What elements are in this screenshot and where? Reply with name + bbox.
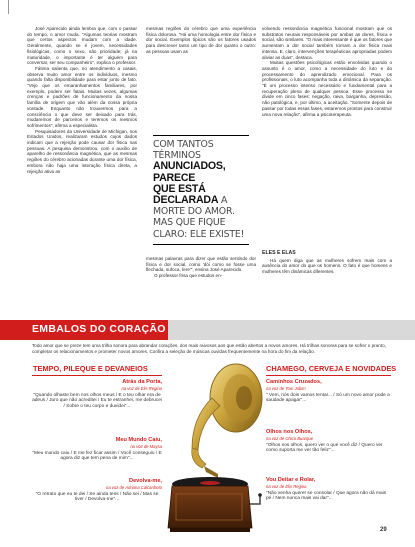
pull-quote [153,135,258,245]
paragraph: O professor frisa que estudos en- [154,273,223,279]
paragraph: Pesquisadores da Universidade de Michigan, nos Estados Unidos, realizaram estudos cujos dados indicam que a rejeição pode causar dor física nas pessoas. A pesquisa demonstrou, com o auxílio de aparelho de ressonância magnética, que as mesmas regiões do cérebro acionadas durante uma dor física, embora não haja uma interação física direta, a rejeição ativa as [27,128,137,174]
paragraph: Muitas questões psicológicas estão envolvidas quando o assunto é o amor, como a necessidade do luto e do processamento do aprendizado emocional. Para os profissionais, o luto acompanha toda a dinâmica da separação. "É um processo intenso necessário e fundamental para a recuperação plena de qualquer pessoa. Esse processo se divide em cinco fases: negação, raiva, barganha, depressão, não patológica, e, por último, a aceitação. "Somente depois de passar por todas essas fases, estaremos prontos para construir uma nova relação", afirma a psicoterapeuta. [262,60,392,117]
paragraph: Fátima salienta que, no atendimento a casais, observa muito amor entre os indivíduos, mesmo quando falta disponibilidade para estar junto de fato. "Vejo que os emaranhamentos familiares, por exemplo, podem ser fatais. Muitas vezes, algumas crenças e padrões de funcionamento da nossa família de origem que vão além da nossa própria vontade. Enquanto não trouxermos para a consciência o que deve ser deixado para trás, mudaremos de parceiros e teremos os mesmos sofrimentos", afirma a especialista. [27,65,137,128]
article-column-1 [27,26,137,174]
pull-quote-line: QUE ESTÁ [153,182,206,195]
article-column-2-continued [146,256,256,279]
song-lyric: " Vem, nós dois vamos tentar... / Só um novo amor pode a saudade apagar"... [266,392,390,404]
section-subhead: ELES E ELAS [262,250,296,256]
song-title: Atrás da Porta, [122,379,162,385]
right-section-title: CHAMEGO, CERVEJA E NOVIDADES [266,364,397,373]
article-column-3-continued [262,248,392,275]
article-column-2 [146,26,256,55]
song-credit: na voz de Elis Regina [266,483,307,489]
song-credit: na voz de Adriana Calcanhoto [106,484,162,490]
pull-quote-line: MORTE DO AMOR. [153,206,235,218]
paragraph: mesmas regiões do cérebro que uma experiência física dolorosa. "Há uma homologia entre dor física e dor social. Exemplos típicos são os fatores usados para descrever tanto um tipo de dor quanto o outro: as pessoas usam as [146,26,256,54]
pull-quote-word: A [221,195,228,207]
song-lyric: "O retrato que eu te dei / Se ainda tens / Não sei / Mas se tiver / Devolva-me"... [35,491,159,503]
song-entry [32,438,162,462]
song-credit: na voz de Tom Jobim [266,385,306,391]
pull-quote-line: PARECE [153,171,196,184]
pull-quote-line [153,195,258,206]
song-title: Olhos nos Olhos, [266,429,313,435]
paragraph: Há quem diga que as mulheres sofrem mais com a ausência do amor do que os homens. O fato é que homens e mulheres têm dinâmicas diferentes. [262,257,392,275]
pull-quote-line: COM TANTOS [153,139,214,150]
paragraph: volvendo ressonância magnética funcional mostram que os substratos neurais responsáveis por ambas as dores, física e social, são similares. "O mais interessante é que os fatores que aumentam a dor social também tornam a dor física mais intensa. E, claro, intervenções terapêuticas apropriadas podem aliviar as duas", destaca. [262,26,392,60]
pull-quote-top-rule [153,135,249,136]
song-title: Vou Deitar e Rolar, [266,477,316,483]
song-title: Devolva-me, [129,478,162,484]
box-title: EMBALOS DO CORAÇÃO [32,323,166,335]
song-lyric: "Não venha querer se consolar / Que agora não dá mais pé / Nem nunca mais vai dar"... [266,490,387,502]
box-intro: Todo amor que se preze tem uma trilha sonora para abrandar corações, dos mais raivosos aos que estão abertos a novos amores. Há trilhas sonoras para se sofrer o pranto, completar os relacionamentos e prometer novos amores. Confira a seleção de músicas ouvidas frequentemente na hora do fim da relação. [32,343,386,354]
left-section-rule [32,375,162,376]
song-lyric: "Olhos nos olhos, quero ver o que você diz / Quero ver como suporta me ver tão feliz"... [266,442,383,454]
song-credit: na voz de Maysa [130,443,162,449]
song-lyric: "Meu mundo caiu / E me fez ficar assim / Você conseguiu / E agora diz que tem pena de mim"... [32,450,162,462]
page-number: 29 [380,527,387,533]
page-corner-mark [0,0,9,14]
pull-quote-line: TÉRMINOS [153,150,201,162]
song-title: Caminhos Cruzados, [266,379,322,385]
pull-quote-line: CLARO: ELE EXISTE! [153,228,245,240]
song-credit: na voz de Elis Regina [121,385,162,391]
pull-quote-line: ANUNCIADOS, [153,160,226,173]
song-entry [32,479,162,503]
paragraph: mesmas palavras para dizer que estão sentindo dor física e dor social, como 'dói como se fosse uma flechada, sufoca, fere'", ensina José Aparecido. [146,256,256,273]
song-title: Meu Mundo Caiu, [115,437,162,443]
article-column-3 [262,26,392,117]
song-entry [266,478,391,502]
song-credit: na voz de Chico Buarque [266,435,314,441]
pull-quote-word: DECLARADA [153,194,219,207]
paragraph: José Aparecido ainda lembra que, com o passar do tempo, o amor muda. "Algumas teorias mostram que certos aspectos mudam com a idade. Geralmente, quando se é jovem, necessidades fisiológicas, como o sexo, são prioridade; já na maturidade, o importante é ter alguém para conversar, ser seu companheiro", explica o professor. [27,26,137,66]
gramophone-illustration [162,358,270,536]
pull-quote-bottom-rule [153,244,249,245]
song-entry [266,380,391,404]
pull-quote-line: MAS QUE FIQUE [153,217,226,229]
left-section-title: TEMPO, PILEQUE E DEVANEIOS [33,364,148,373]
song-entry [266,430,391,454]
song-lyric: "Quando olhaste bem nos olhos meus / E o teu olhar era de adeus / Juro que não acreditei / Eu te estranhei, me debrucei / Sobre o teu corpo e duvidei"... [32,392,162,410]
song-entry [32,380,162,410]
right-section-rule [266,375,391,376]
